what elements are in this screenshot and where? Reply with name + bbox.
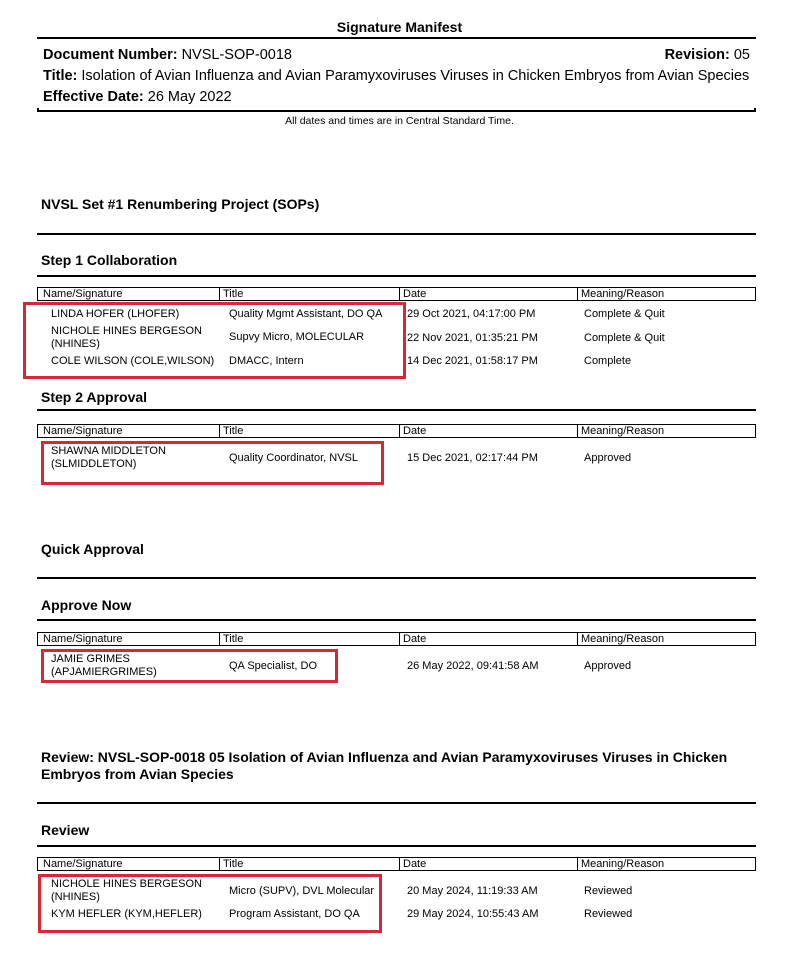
approve-now-row1-reason: Approved: [584, 660, 632, 672]
step1-row1-date: 29 Oct 2021, 04:17:00 PM: [407, 308, 536, 320]
review-row1-date: 20 May 2024, 11:19:33 AM: [407, 885, 538, 897]
review-row1-title: Micro (SUPV), DVL Molecular: [229, 885, 375, 897]
review-row2-title: Program Assistant, DO QA: [229, 908, 360, 920]
step1-row1-name: LINDA HOFER (LHOFER): [51, 308, 180, 320]
col-reason: Meaning/Reason: [577, 288, 664, 300]
step1-row3-name: COLE WILSON (COLE,WILSON): [51, 355, 215, 367]
col-title: Title: [219, 288, 243, 300]
step2-row1-date: 15 Dec 2021, 02:17:44 PM: [407, 452, 538, 464]
step2-rule: [37, 409, 756, 411]
step1-heading: Step 1 Collaboration: [41, 252, 178, 268]
review-row2-reason: Reviewed: [584, 908, 633, 920]
step1-row1-reason: Complete & Quit: [584, 308, 665, 320]
quick-rule: [37, 577, 756, 579]
manifest-title: Signature Manifest: [336, 19, 463, 35]
step1-rule-bottom: [37, 275, 756, 277]
col-name: Name/Signature: [43, 288, 123, 300]
step1-row3-title: DMACC, Intern: [229, 355, 304, 367]
col-date: Date: [399, 288, 426, 300]
header-rule-right-tick: [754, 108, 756, 112]
approve-now-highlight-box: [41, 649, 338, 683]
step1-row2-date: 22 Nov 2021, 01:35:21 PM: [407, 332, 538, 344]
step2-row1-reason: Approved: [584, 452, 632, 464]
review-table-header: Name/Signature Title Date Meaning/Reason: [37, 857, 756, 871]
effective-date: Effective Date: 26 May 2022: [43, 89, 232, 105]
header-rule-top: [37, 37, 756, 39]
step1-highlight-box: [23, 302, 406, 379]
review-row2-name: KYM HEFLER (KYM,HEFLER): [51, 908, 202, 920]
review-rule-bottom: [37, 845, 756, 847]
revision: Revision: 05: [664, 47, 750, 63]
review-highlight-box: [38, 874, 382, 933]
step2-heading: Step 2 Approval: [41, 389, 148, 405]
approve-now-heading: Approve Now: [41, 597, 132, 613]
approve-now-table-header: Name/Signature Title Date Meaning/Reason: [37, 632, 756, 646]
step2-row1-name: SHAWNA MIDDLETON (SLMIDDLETON): [51, 445, 166, 470]
review-heading: Review: [41, 822, 90, 838]
review-row2-date: 29 May 2024, 10:55:43 AM: [407, 908, 539, 920]
review-rule: [37, 802, 756, 804]
step1-row3-date: 14 Dec 2021, 01:58:17 PM: [407, 355, 538, 367]
step1-rule: [37, 233, 756, 235]
step1-row2-name: NICHOLE HINES BERGESON (NHINES): [51, 325, 202, 350]
document-number: Document Number: NVSL-SOP-0018: [43, 47, 292, 63]
approve-now-row1-title: QA Specialist, DO: [229, 660, 318, 672]
review-section-heading: Review: NVSL-SOP-0018 05 Isolation of Avian Influenza and Avian Paramyxoviruses Viruses in Chicken Embryos from Avian Species: [41, 749, 728, 782]
header-rule-bottom: [37, 110, 756, 112]
step2-row1-title: Quality Coordinator, NVSL: [229, 452, 359, 464]
approve-now-row1-date: 26 May 2022, 09:41:58 AM: [407, 660, 539, 672]
quick-approval-heading: Quick Approval: [41, 541, 144, 557]
approve-now-row1-name: JAMIE GRIMES (APJAMIERGRIMES): [51, 653, 157, 678]
step1-row3-reason: Complete: [584, 355, 632, 367]
review-row1-name: NICHOLE HINES BERGESON (NHINES): [51, 878, 202, 903]
review-row1-reason: Reviewed: [584, 885, 633, 897]
timezone-note: All dates and times are in Central Standard Time.: [285, 115, 514, 127]
step2-table-header: Name/Signature Title Date Meaning/Reason: [37, 424, 756, 438]
approve-now-rule: [37, 619, 756, 621]
step1-row2-reason: Complete & Quit: [584, 332, 665, 344]
project-heading: NVSL Set #1 Renumbering Project (SOPs): [41, 196, 320, 212]
step1-row1-title: Quality Mgmt Assistant, DO QA: [229, 308, 383, 320]
step2-highlight-box: [41, 441, 384, 485]
document-title: Title: Isolation of Avian Influenza and Avian Paramyxoviruses Viruses in Chicken Embryos from Avian Species: [43, 68, 750, 84]
step1-table-header: [37, 287, 756, 301]
step1-row2-title: Supvy Micro, MOLECULAR: [229, 331, 365, 343]
